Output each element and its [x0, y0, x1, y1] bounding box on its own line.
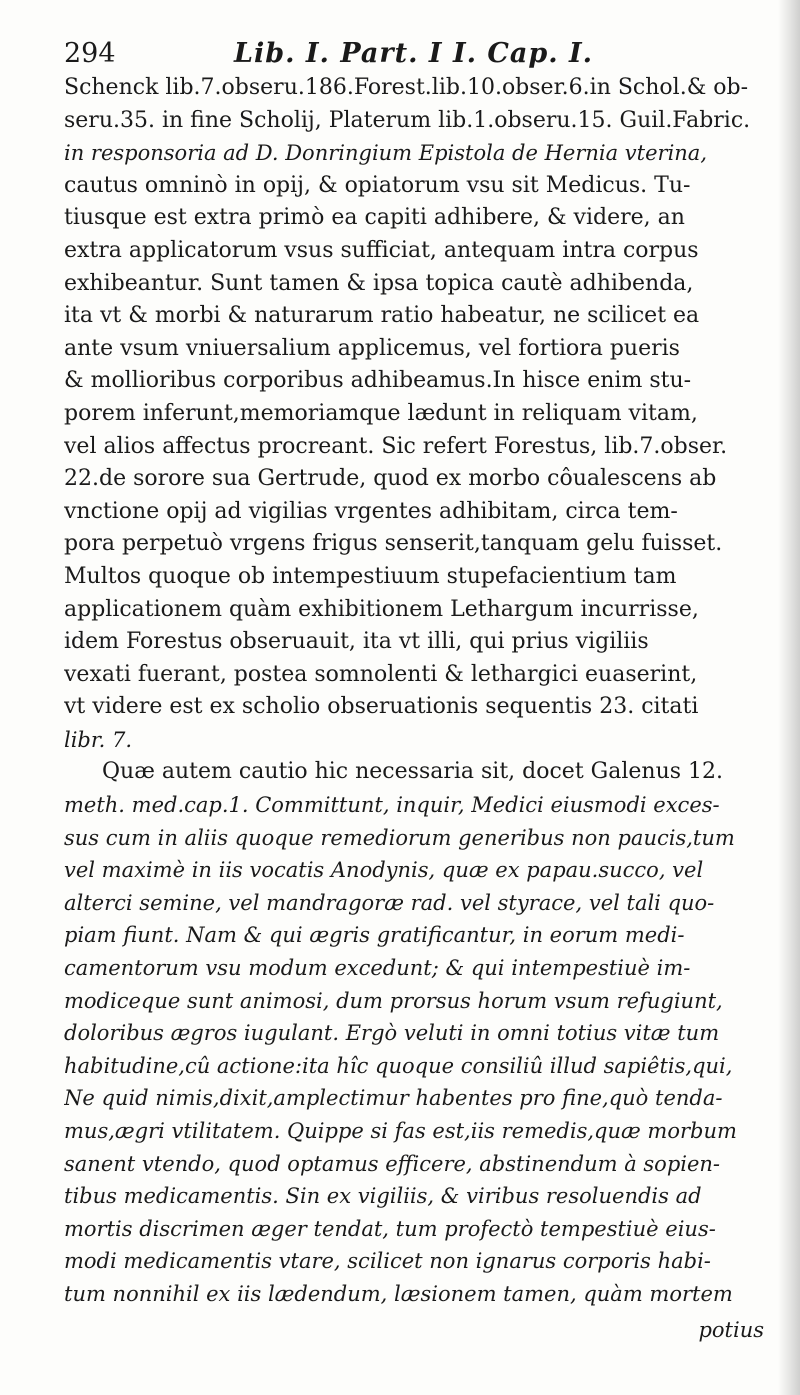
text-line: vel maximè in iis vocatis Anodynis, quæ ex papau.succo, vel — [64, 858, 704, 883]
text-line: in responsoria ad D. Donringium Epistola de Hernia vterina, — [64, 141, 708, 166]
text-line: vt videre est ex scholio obseruationis sequentis 23. citati — [64, 694, 699, 720]
text-line: libr. 7. — [64, 727, 132, 752]
text-line: Schenck lib.7.obseru.186.Forest.lib.10.obser.6.in Schol.& ob- — [64, 75, 749, 100]
text-line: piam fiunt. Nam & qui ægris gratificantur, in eorum medi- — [64, 923, 685, 948]
text-line: tiusque est extra primò ea capiti adhibere, & videre, an — [64, 205, 685, 231]
text-line: applicationem quàm exhibitionem Lethargum incurrisse, — [64, 596, 699, 622]
running-title: Lib. I. Part. I I. Cap. I. — [234, 38, 594, 69]
text-line: tum nonnihil ex iis lædendum, læsionem tamen, quàm mortem — [64, 1281, 733, 1306]
text-line: habitudine,cû actione:ita hîc quoque consiliû illud sapiêtis,qui, — [64, 1053, 733, 1078]
text-line: Multos quoque ob intempestiuum stupefacientium tam — [64, 563, 677, 589]
text-line: ita vt & morbi & naturarum ratio habeatur, ne scilicet ea — [64, 303, 700, 329]
text-line: vel alios affectus procreant. Sic refert Forestus, lib.7.obser. — [64, 433, 728, 459]
text-line: alterci semine, vel mandragoræ rad. vel styrace, vel tali quo- — [64, 890, 715, 915]
text-line: vnctione opij ad vigilias vrgentes adhibitam, circa tem- — [64, 498, 678, 524]
text-line: porem inferunt,memoriamque lædunt in reliquam vitam, — [64, 400, 698, 426]
text-line: extra applicatorum vsus sufficiat, antequam intra corpus — [64, 237, 699, 263]
text-line: modiceque sunt animosi, dum prorsus horum vsum refugiunt, — [64, 988, 723, 1013]
text-line: tibus medicamentis. Sin ex vigiliis, & viribus resoluendis ad — [64, 1184, 702, 1209]
text-line: exhibeantur. Sunt tamen & ipsa topica cautè adhibenda, — [64, 270, 694, 296]
text-line: ante vsum vniuersalium applicemus, vel fortiora pueris — [64, 335, 680, 361]
text-line: sus cum in aliis quoque remediorum generibus non paucis,tum — [64, 825, 735, 850]
page-number: 294 — [64, 38, 116, 69]
text-line: vexati fuerant, postea somnolenti & lethargici euaserint, — [64, 661, 698, 687]
text-line: meth. med.cap.1. Committunt, inquir, Medici eiusmodi exces- — [64, 793, 720, 818]
text-line: sanent vtendo, quod optamus efficere, abstinendum à sopien- — [64, 1151, 721, 1176]
page-header — [64, 34, 744, 74]
text-line: mus,ægri vtilitatem. Quippe si fas est,iis remedis,quæ morbum — [64, 1119, 737, 1143]
body-text — [64, 72, 784, 1311]
text-line: 22.de sorore sua Gertrude, quod ex morbo côualescens ab — [64, 466, 717, 492]
catchword: potius — [698, 1318, 764, 1342]
text-line: mortis discrimen æger tendat, tum profectò tempestiuè eius- — [64, 1216, 716, 1241]
text-line: idem Forestus obseruauit, ita vt illi, qui prius vigiliis — [64, 629, 649, 655]
text-line: pora perpetuò vrgens frigus senserit,tanquam gelu fuisset. — [64, 531, 723, 557]
paragraph-start-line: Quæ autem cautio hic necessaria sit, docet Galenus 12. — [102, 759, 724, 785]
text-line: & mollioribus corporibus adhibeamus.In hisce enim stu- — [64, 368, 692, 394]
text-line: doloribus ægros iugulant. Ergò veluti in omni totius vitæ tum — [64, 1021, 720, 1046]
text-line: camentorum vsu modum excedunt; & qui intempestiuè im- — [64, 956, 691, 981]
text-line: cautus omninò in opij, & opiatorum vsu sit Medicus. Tu- — [64, 172, 691, 198]
text-line: seru.35. in fine Scholij, Platerum lib.1.obseru.15. Guil.Fabric. — [64, 107, 751, 133]
text-line: Ne quid nimis,dixit,amplectimur habentes pro fine,quò tenda- — [64, 1086, 723, 1111]
text-line: modi medicamentis vtare, scilicet non ignarus corporis habi- — [64, 1249, 711, 1274]
